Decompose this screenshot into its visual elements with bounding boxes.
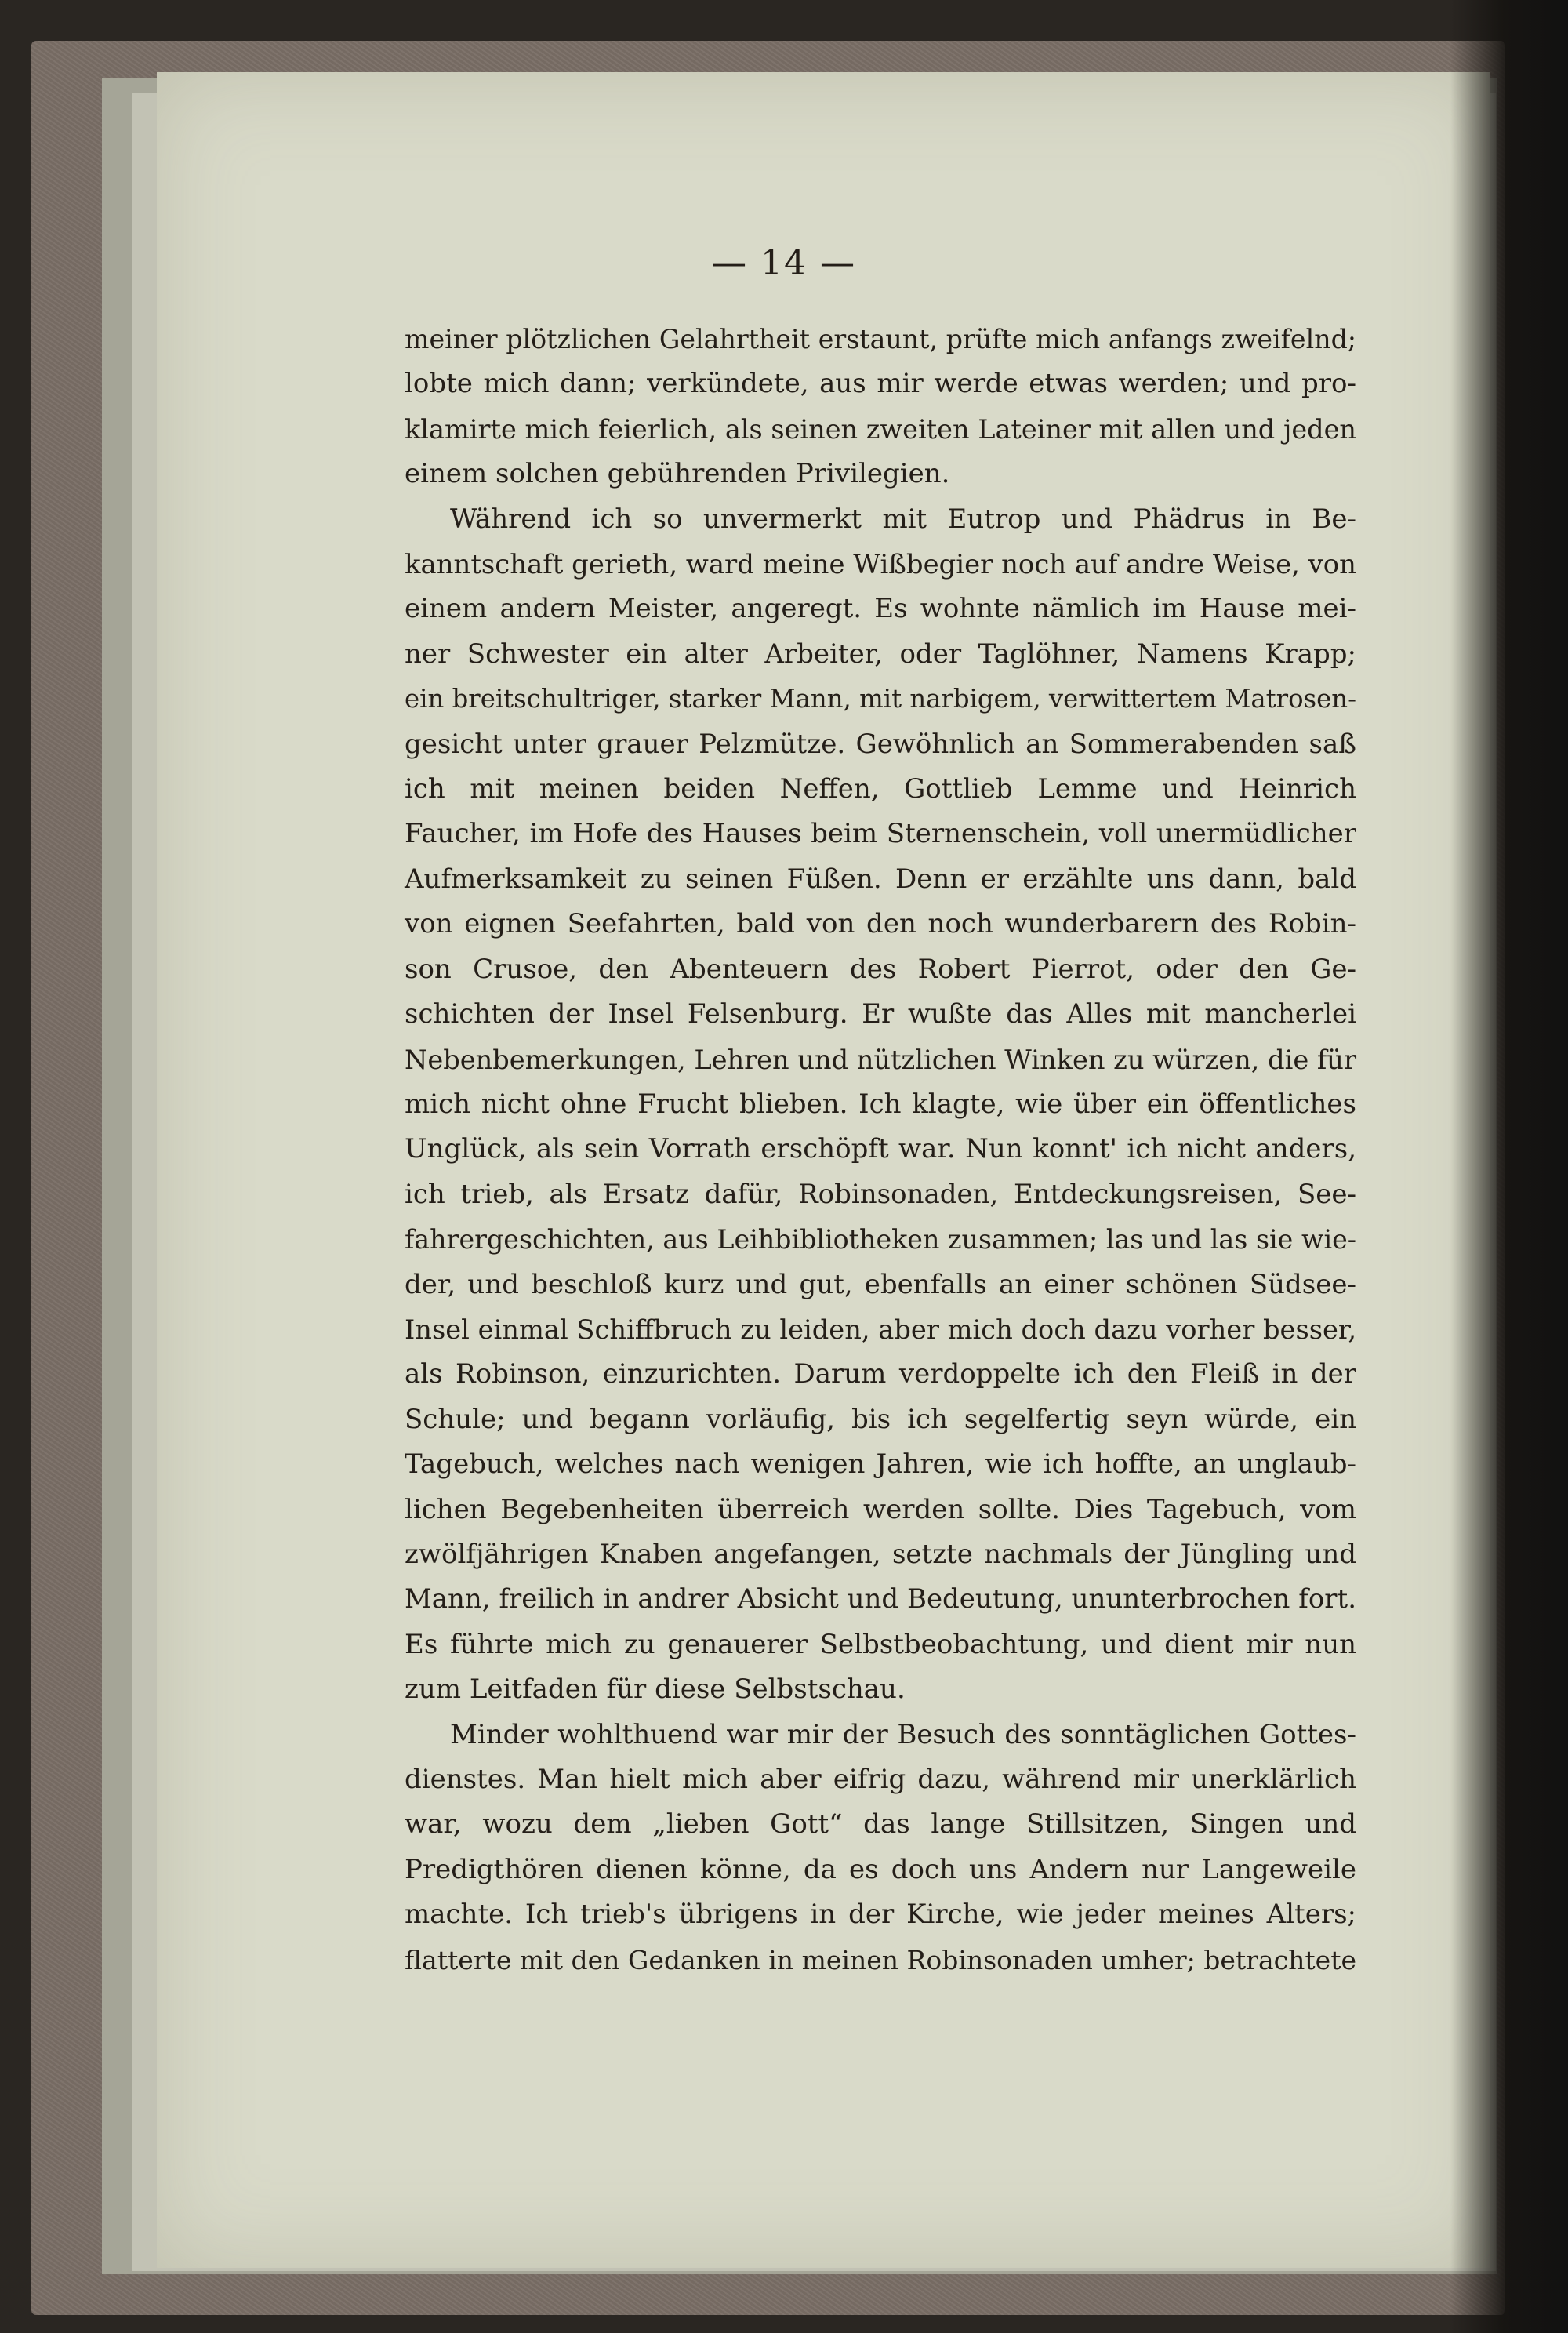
text-line: war, wozu dem „lieben Gott“ das lange Stillsitzen, Singen und (405, 1808, 1356, 1841)
text-line: lobte mich dann; verkündete, aus mir werde etwas werden; und pro- (405, 368, 1356, 400)
text-line: meiner plötzlichen Gelahrtheit erstaunt, prüfte mich anfangs zweifelnd; (405, 324, 1356, 354)
text-line: dienstes. Man hielt mich aber eifrig dazu, während mir unerklärlich (405, 1764, 1356, 1795)
text-line: einem andern Meister, angeregt. Es wohnte nämlich im Hause mei- (405, 593, 1356, 625)
text-line: ich trieb, als Ersatz dafür, Robinsonaden, Entdeckungsreisen, See- (405, 1178, 1356, 1210)
text-line: ner Schwester ein alter Arbeiter, oder Taglöhner, Namens Krapp; (405, 638, 1356, 670)
text-line: zwölfjährigen Knaben angefangen, setzte nachmals der Jüngling und (405, 1538, 1356, 1570)
body-text (405, 317, 1356, 1982)
text-line: Es führte mich zu genauerer Selbstbeobachtung, und dient mir nun (405, 1628, 1356, 1660)
text-line: Predigthören dienen könne, da es doch uns Andern nur Langeweile (405, 1853, 1356, 1885)
text-line: schichten der Insel Felsenburg. Er wußte das Alles mit mancherlei (405, 998, 1356, 1030)
text-line: Während ich so unvermerkt mit Eutrop und Phädrus in Be- (450, 503, 1356, 535)
text-line: ein breitschultriger, starker Mann, mit narbigem, verwittertem Matrosen- (405, 684, 1356, 714)
text-line: son Crusoe, den Abenteuern des Robert Pierrot, oder den Ge- (405, 953, 1356, 985)
text-line: klamirte mich feierlich, als seinen zweiten Lateiner mit allen und jeden (405, 413, 1356, 445)
text-line: der, und beschloß kurz und gut, ebenfalls an einer schönen Südsee- (405, 1268, 1356, 1300)
text-line: von eignen Seefahrten, bald von den noch wunderbarern des Robin- (405, 908, 1356, 940)
text-line: gesicht unter grauer Pelzmütze. Gewöhnlich an Sommerabenden saß (405, 728, 1356, 760)
text-line: Nebenbemerkungen, Lehren und nützlichen Winken zu würzen, die für (405, 1044, 1356, 1075)
text-line: machte. Ich trieb's übrigens in der Kirche, wie jeder meines Alters; (405, 1899, 1356, 1931)
text-line: Unglück, als sein Vorrath erschöpft war. Nun konnt' ich nicht anders, (405, 1133, 1356, 1165)
text-line: kanntschaft gerieth, ward meine Wißbegier noch auf andre Weise, von (405, 549, 1356, 580)
text-line: Faucher, im Hofe des Hauses beim Sternenschein, voll unermüdlicher (405, 818, 1356, 850)
text-line: fahrergeschichten, aus Leihbibliotheken zusammen; las und las sie wie- (405, 1224, 1356, 1256)
text-line: ich mit meinen beiden Neffen, Gottlieb Lemme und Heinrich (405, 773, 1356, 805)
text-line: Insel einmal Schiffbruch zu leiden, aber mich doch dazu vorher besser, (405, 1314, 1357, 1345)
text-line: Aufmerksamkeit zu seinen Füßen. Denn er erzählte uns dann, bald (405, 863, 1356, 895)
text-line: Schule; und begann vorläufig, bis ich segelfertig seyn würde, ein (405, 1403, 1356, 1435)
text-line: zum Leitfaden für diese Selbstschau. (405, 1673, 906, 1706)
text-line: lichen Begebenheiten überreich werden sollte. Dies Tagebuch, vom (405, 1493, 1356, 1525)
text-line: einem solchen gebührenden Privilegien. (405, 458, 950, 490)
text-line: flatterte mit den Gedanken in meinen Robinsonaden umher; betrachtete (405, 1944, 1356, 1975)
book-gutter (1450, 0, 1568, 2333)
text-line: Mann, freilich in andrer Absicht und Bedeutung, ununterbrochen fort. (405, 1583, 1356, 1615)
text-line: mich nicht ohne Frucht blieben. Ich klagte, wie über ein öffentliches (405, 1088, 1356, 1120)
text-line: als Robinson, einzurichten. Darum verdoppelte ich den Fleiß in der (405, 1358, 1356, 1390)
page-number: — 14 — (712, 243, 856, 283)
text-line: Minder wohlthuend war mir der Besuch des sonntäglichen Gottes- (450, 1718, 1356, 1750)
text-line: Tagebuch, welches nach wenigen Jahren, wie ich hoffte, an unglaub- (405, 1448, 1356, 1481)
